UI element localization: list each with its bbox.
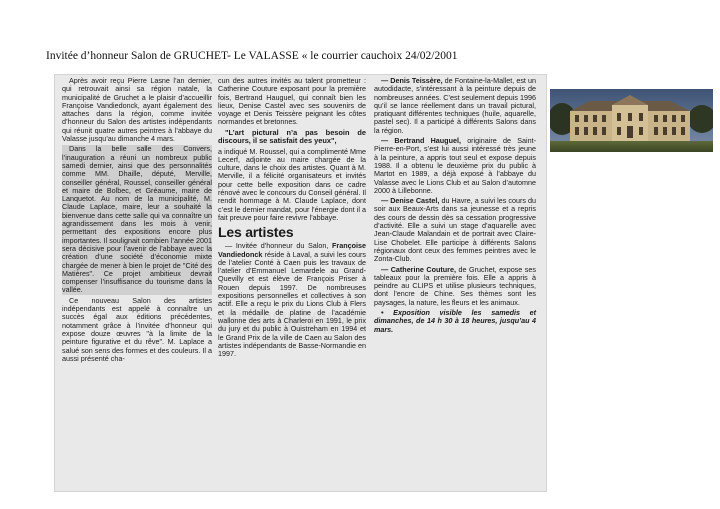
artist-text: du Havre, a suivi les cours du soir aux Beaux-Arts dans sa jeunesse et a repris des cours de dessin dès sa cessation progressive d’activité. Elle a suivi un stage d’aquarelle avec Jean-Claude Malandain et de portrait avec Claire-Lise Chobelet. Elle participe à différents Salons régionaux dont ceux des femmes peintres avec le Zonta-Club. [374,196,537,264]
paragraph: Après avoir reçu Pierre Lasne l’an dernier, qui retrouvait ainsi sa région natale, la municipalité de Gruchet a le plaisir d’accueillir Françoise Vandiedonck, ayant également des attaches dans la région, comme invitée d’honneur du Salon des artistes indépendants qui réunit quatre autres peintres à l’abbaye du Valasse jusqu’au dimanche 4 mars. [62,76,212,144]
newspaper-clipping [54,74,547,492]
artist-paragraph [374,137,536,195]
artist-text: de Gruchet, expose ses tableaux pour la première fois. Elle a appris à peindre au CLIPS et utilise plusieurs techniques, dont l’encre de Chine. Ses thèmes sont les paysages, la nature, les fleurs et les animaux. [374,264,536,307]
paragraph: Ce nouveau Salon des artistes indépendants est appelé à connaître un succès égal aux éditions précédentes, notamment grâce à l’invitée d’honneur qui expose douze œuvres "à la limite de la peinture figurative et du rêve". M. Laplace a salué son sens des formes et des couleurs. Il a aussi présenté cha- [62,295,212,363]
abbey-photo [550,89,713,152]
artist-name: — Denise Castel, [381,196,440,206]
pull-quote: "L’art pictural n’a pas besoin de discours, il se satisfait des yeux", [218,127,366,146]
artist-paragraph [218,242,366,358]
abbey-photo-image [550,89,713,152]
paragraph: Dans la belle salle des Convers, l’inauguration a réuni un nombreux public samedi dernier, ainsi que des personnalités comme MM. Dhaille, député, Merville, conseiller général, Roussel, conseiller général et maire de Bolbec, et Gréaume, maire de Lanquetot. Au nom de la municipalité, M. Claude Laplace, maire, leur a souhaité la bienvenue dans cette salle qui va connaître un agrandissement dans les mois à venir, permettant des expositions encore plus importantes. Il soulignait combien l’année 2001 sera décisive pour l’avenir de l’abbaye avec la création d’une société d’économie mixte chargée de mener à bien le projet de "Cité des Matières". Ce projet ambitieux devrait compenser l’insuffisance du tourisme dans la vallée. [62,144,212,295]
artist-paragraph [374,77,536,135]
artist-name: Françoise Vandiedonck [218,241,367,259]
artist-text: de Fontaine-la-Mallet, est un autodidacte, s’intéressant à la peinture depuis de nombreuses années. C’est seulement depuis 1996 qu’il se lance réellement dans un travail pictural, pratiquant différentes techniques (huile, aquarelle, pastel sec). Il a participé à différents Salons dans la région. [374,76,537,135]
artist-name: — Bertrand Hauguel, [381,136,461,146]
page-caption: Invitée d’honneur Salon de GRUCHET- Le VALASSE « le courrier cauchoix 24/02/2001 [46,50,458,62]
lead-text: — Invitée d’honneur du Salon, [225,241,329,251]
exhibition-hours-note: • Exposition visible les samedis et dimanches, de 14 h 30 à 18 heures, jusqu’au 4 mars. [374,308,536,334]
artist-paragraph [374,266,536,307]
article-column-3 [374,77,536,336]
artist-name: — Catherine Couture, [381,264,456,274]
paragraph: a indiqué M. Roussel, qui a complimenté Mme Lecerf, adjointe au maire chargée de la culture, dans le choix des artistes. Quant à M. Merville, il a félicité organisateurs et invités pour cette belle exposition dans ce cadre rénové avec le concours du Conseil général. Il rendit hommage à M. Claude Laplace, dont c’est le dernier mandat, pour l’énergie dont il a fait preuve pour faire revivre l’abbaye. [218,146,366,222]
artist-text: réside à Laval, a suivi les cours de l’atelier Conté à Caen puis les travaux de l’atelier d’Emmanuel Lemardele au Grand-Quevilly et est élève de François Priser à Rouen depuis 1997. De nombreuses expositions personnelles et collectives à son actif. Elle a reçu le prix du Lions Club à Flers et la médaille de platine de l’académie wallonne des arts à Charleroi en 1991, le prix du jury et du public à Ouistreham en 1994 et le Grand Prix de la ville de Caen au Salon des artistes indépendants de Basse-Normandie en 1997. [218,249,367,359]
article-column-2 [218,77,366,360]
section-heading: Les artistes [218,224,294,241]
article-column-1 [62,77,212,365]
artist-text: originaire de Saint-Pierre-en-Port, s’est lui aussi intéressé très jeune à la peinture, a appris tout seul et expose depuis 1988. Il a obtenu le deuxième prix du public à Martot en 1989, a déjà exposé à l’abbaye du Valasse avec le Lions Club et au Salon d’automne 2000 à Lillebonne. [374,136,536,195]
paragraph: cun des autres invités au talent prometteur : Catherine Couture exposant pour la première fois, Bertrand Hauguel, qui connaît bien les lieux, Denise Castel avec ses souvenirs de voyage et Denis Teissère peignant les côtes normandes et bretonnes. [218,76,366,127]
artist-paragraph [374,197,536,263]
artist-name: — Denis Teissère, [381,76,443,85]
